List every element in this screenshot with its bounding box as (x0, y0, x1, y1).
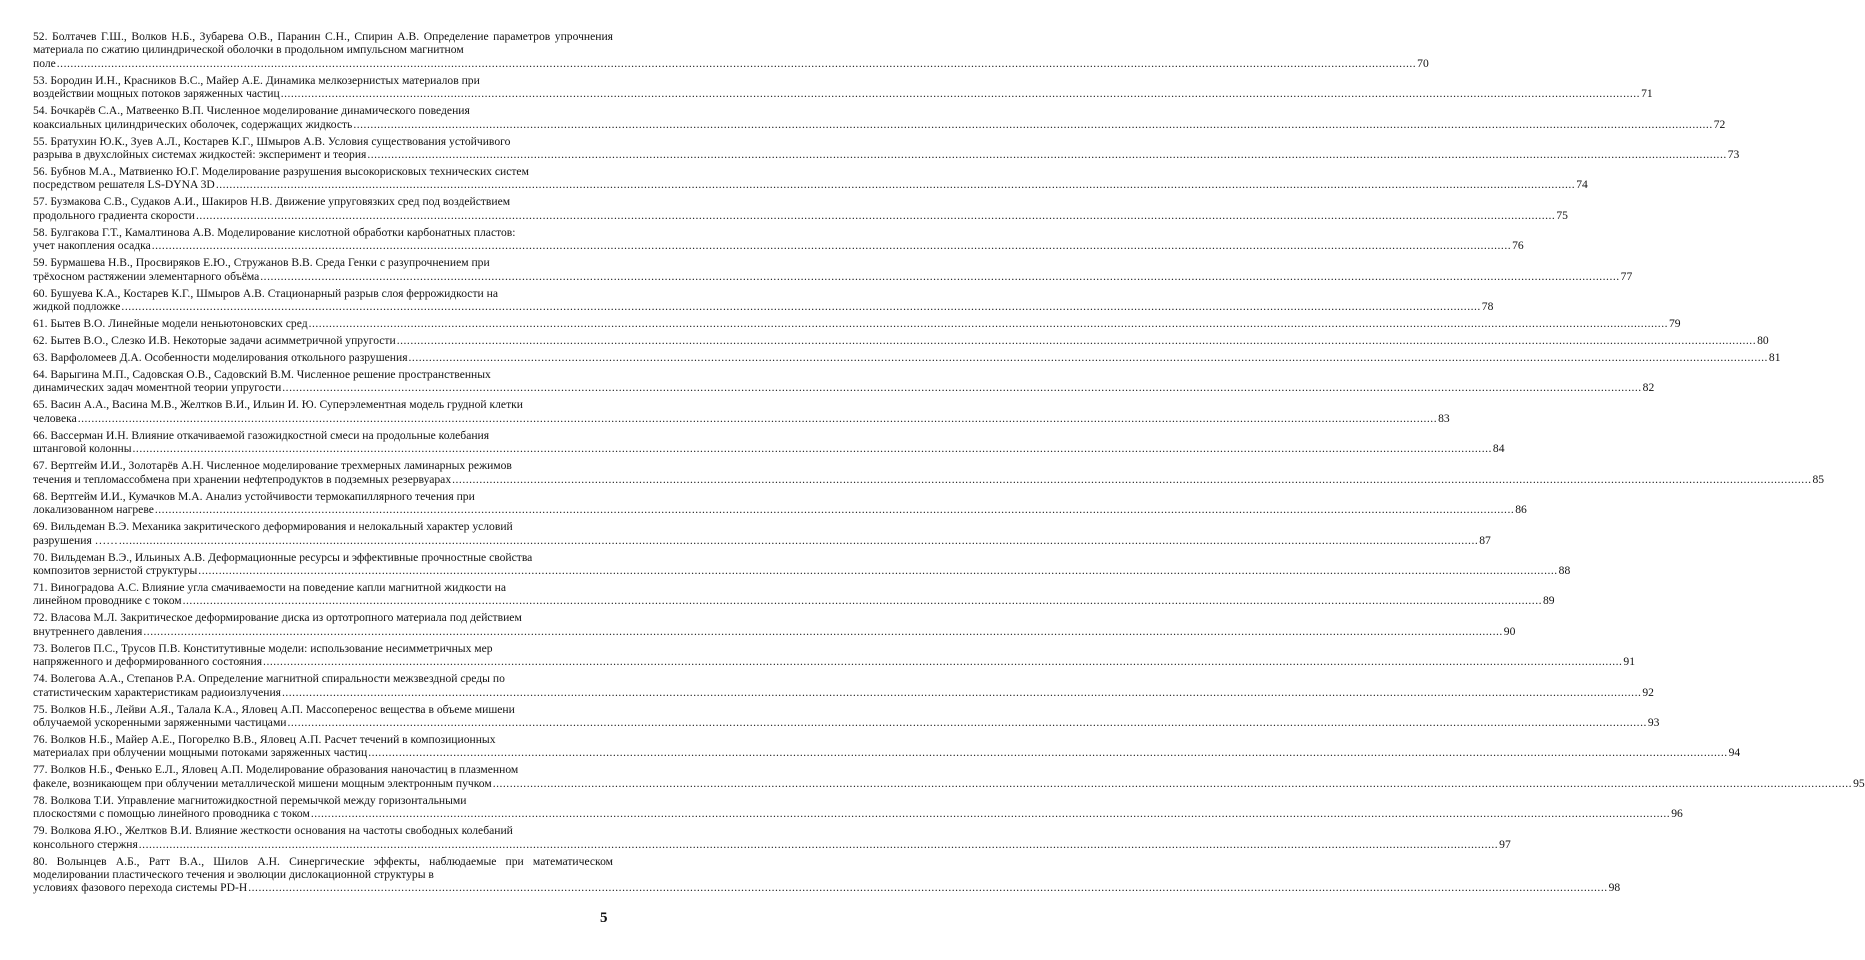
toc-entry (33, 351, 1781, 365)
toc-entry (33, 428, 1505, 456)
toc-entry-page: 98 (1608, 881, 1621, 895)
dot-leader: ................................................................................................................................................................................................................................................................................................................................................................................................................ (138, 837, 1499, 851)
toc-entry (33, 317, 1681, 331)
toc-entry-page: 94 (1728, 746, 1741, 760)
toc-entry (33, 256, 1633, 283)
toc-entry-tail: внутреннего давления (33, 624, 143, 638)
toc-entry-page: 85 (1812, 472, 1825, 486)
toc-entry-page: 91 (1623, 655, 1636, 669)
toc-entry (33, 763, 1865, 790)
toc-entry (33, 489, 1527, 517)
toc-entry (33, 368, 1655, 395)
toc-entry-text: 73. Волегов П.С., Трусов П.В. Конститутивные модели: использование несимметричных мер (33, 641, 493, 655)
toc-entry-text: 56. Бубнов М.А., Матвиенко Ю.Г. Моделирование разрушения высокорисковых технических систем (33, 165, 529, 179)
toc-entry (33, 286, 1494, 314)
dot-leader: ................................................................................................................................................................................................................................................................................................................................................................................................................ (195, 208, 1556, 222)
dot-leader: ................................................................................................................................................................................................................................................................................................................................................................................................................ (310, 807, 1671, 821)
toc-entry-leader-line (33, 381, 1655, 395)
toc-entry-leader-line (33, 685, 1654, 699)
toc-entry-page: 84 (1492, 442, 1505, 456)
toc-entry-tail: 62. Бытев В.О., Слезко И.В. Некоторые задачи асимметричной упругости (33, 334, 396, 348)
toc-entry-leader-line (33, 715, 1660, 729)
toc-entry-tail: плоскостями с помощью линейного проводника с током (33, 807, 310, 821)
toc-entry-page: 97 (1499, 837, 1511, 851)
toc-entry-leader-line (33, 239, 1524, 253)
toc-entry (33, 73, 1653, 101)
dot-leader: ................................................................................................................................................................................................................................................................................................................................................................................................................ (263, 655, 1623, 669)
toc-entry-leader-line (33, 269, 1633, 283)
toc-entry-text: 65. Васин А.А., Васина М.В., Желтков В.И., Ильин И. Ю. Суперэлементная модель грудной клетки (33, 398, 523, 412)
dot-leader: ................................................................................................................................................................................................................................................................................................................................................................................................................ (492, 776, 1853, 790)
dot-leader: ................................................................................................................................................................................................................................................................................................................................................................................................................ (353, 117, 1713, 131)
toc-entry-text: 53. Бородин И.Н., Красников В.С., Майер А.Е. Динамика мелкозернистых материалов при (33, 73, 480, 87)
toc-entry-text: 66. Вассерман И.Н. Влияние откачиваемой газожидкостной смеси на продольные колебания (33, 428, 490, 442)
table-of-contents (33, 30, 1865, 898)
toc-entry-tail: материалах при облучении мощными потоками заряженных частиц (33, 746, 368, 760)
toc-entry-page: 74 (1576, 178, 1588, 192)
toc-entry-page: 72 (1713, 117, 1726, 131)
toc-entry-page: 92 (1642, 685, 1654, 699)
toc-entry (33, 225, 1524, 253)
toc-entry-leader-line (33, 148, 1740, 162)
toc-entry-tail: поле (33, 56, 56, 70)
toc-entry (33, 702, 1660, 730)
toc-entry-page: 83 (1438, 411, 1450, 425)
toc-entry-tail: учет накопления осадка (33, 239, 151, 253)
toc-entry (33, 520, 1491, 547)
toc-entry-tail: облучаемой ускоренными заряженными частицами (33, 715, 287, 729)
toc-entry-text: 59. Бурмашева Н.В., Просвиряков Е.Ю., Стружанов В.В. Среда Генки с разупрочнением при (33, 256, 490, 270)
toc-entry-tail: динамических задач моментной теории упругости (33, 381, 282, 395)
toc-entry-tail: локализованном нагреве (33, 503, 154, 517)
toc-entry-page: 75 (1556, 208, 1568, 222)
toc-entry-leader-line (33, 351, 1781, 365)
dot-leader: ................................................................................................................................................................................................................................................................................................................................................................................................................ (118, 533, 1479, 547)
toc-entry (33, 334, 1769, 348)
dot-leader: ................................................................................................................................................................................................................................................................................................................................................................................................................ (452, 472, 1812, 486)
toc-entry-page: 77 (1620, 269, 1633, 283)
dot-leader: ................................................................................................................................................................................................................................................................................................................................................................................................................ (308, 317, 1668, 331)
toc-entry-page: 96 (1671, 807, 1683, 821)
toc-entry-text: 71. Виноградова А.С. Влияние угла смачиваемости на поведение капли магнитной жидкости на (33, 580, 506, 594)
toc-entry-leader-line (33, 837, 1511, 851)
toc-entry-leader-line (33, 776, 1865, 790)
toc-entry-leader-line (33, 334, 1769, 348)
dot-leader: ................................................................................................................................................................................................................................................................................................................................................................................................................ (143, 624, 1503, 638)
toc-entry (33, 398, 1450, 425)
toc-entry-text: 64. Варыгина М.П., Садовская О.В., Садовский В.М. Численное решение пространственных (33, 368, 491, 382)
toc-entry (33, 134, 1740, 162)
dot-leader: ................................................................................................................................................................................................................................................................................................................................................................................................................ (77, 411, 1438, 425)
toc-entry-leader-line (33, 87, 1653, 101)
toc-entry-leader-line (33, 117, 1726, 131)
toc-entry-tail: статистическим характеристикам радиоизлучения (33, 685, 281, 699)
dot-leader: ................................................................................................................................................................................................................................................................................................................................................................................................................ (287, 715, 1647, 729)
toc-entry-text: 58. Булгакова Г.Т., Камалтинова А.В. Моделирование кислотной обработки карбонатных пластов: (33, 225, 516, 239)
toc-entry-leader-line (33, 317, 1681, 331)
toc-entry (33, 824, 1511, 851)
dot-leader: ................................................................................................................................................................................................................................................................................................................................................................................................................ (248, 881, 1608, 895)
toc-entry-tail: факеле, возникающем при облучении металлической мишени мощным электронным пучком (33, 776, 492, 790)
toc-entry-page: 70 (1417, 56, 1429, 70)
page-number: 5 (600, 910, 608, 926)
toc-entry-leader-line (33, 655, 1636, 669)
toc-entry-tail: разрыва в двухслойных системах жидкостей: эксперимент и теория (33, 148, 367, 162)
toc-entry-tail: продольного градиента скорости (33, 208, 195, 222)
toc-entry-text: 80. Волынцев А.Б., Ратт В.А., Шилов А.Н. Синергические эффекты, наблюдаемые при математическом моделировании пластического течения и эволюции дислокационной структуры в (33, 854, 613, 881)
toc-entry-page: 71 (1641, 87, 1653, 101)
toc-entry-tail: коаксиальных цилиндрических оболочек, содержащих жидкость (33, 117, 353, 131)
toc-entry-page: 79 (1668, 317, 1681, 331)
dot-leader: ................................................................................................................................................................................................................................................................................................................................................................................................................ (367, 148, 1727, 162)
toc-entry (33, 104, 1726, 131)
toc-entry-page: 88 (1558, 563, 1571, 577)
toc-entry-leader-line (33, 624, 1516, 638)
dot-leader: ................................................................................................................................................................................................................................................................................................................................................................................................................ (215, 178, 1576, 192)
toc-entry-page: 76 (1512, 239, 1524, 253)
toc-entry (33, 165, 1588, 192)
dot-leader: ................................................................................................................................................................................................................................................................................................................................................................................................................ (132, 442, 1492, 456)
toc-entry-tail: композитов зернистой структуры (33, 563, 198, 577)
dot-leader: ................................................................................................................................................................................................................................................................................................................................................................................................................ (121, 300, 1481, 314)
toc-entry-text: 68. Вертгейм И.И., Кумачков М.А. Анализ устойчивости термокапиллярного течения при (33, 489, 475, 503)
dot-leader: ................................................................................................................................................................................................................................................................................................................................................................................................................ (396, 334, 1757, 348)
toc-entry-text: 67. Вертгейм И.И., Золотарёв А.Н. Численное моделирование трехмерных ламинарных режимов (33, 459, 512, 473)
toc-entry-tail: штанговой колонны (33, 442, 132, 456)
toc-entry-text: 75. Волков Н.Б., Лейви А.Я., Талала К.А., Яловец А.П. Массоперенос вещества в объеме мишени (33, 702, 515, 716)
toc-entry-tail: напряженного и деформированного состояния (33, 655, 263, 669)
toc-entry-page: 89 (1543, 594, 1555, 608)
dot-leader: ................................................................................................................................................................................................................................................................................................................................................................................................................ (280, 87, 1641, 101)
toc-entry-page: 80 (1757, 334, 1769, 348)
dot-leader: ................................................................................................................................................................................................................................................................................................................................................................................................................ (260, 269, 1620, 283)
toc-entry-tail: условиях фазового перехода системы PD-H (33, 881, 248, 895)
toc-entry-text: 54. Бочкарёв С.А., Матвеенко В.П. Численное моделирование динамического поведения (33, 104, 470, 118)
toc-entry-text: 76. Волков Н.Б., Майер А.Е., Погорелко В.В., Яловец А.П. Расчет течений в композиционных (33, 732, 496, 746)
toc-entry-tail: течения и тепломассобмена при хранении нефтепродуктов в подземных резервуарах (33, 472, 452, 486)
toc-entry (33, 732, 1741, 760)
toc-entry (33, 580, 1555, 608)
toc-entry-leader-line (33, 807, 1683, 821)
toc-entry-tail: человека (33, 411, 77, 425)
dot-leader: ................................................................................................................................................................................................................................................................................................................................................................................................................ (154, 503, 1515, 517)
toc-entry-page: 95 (1853, 776, 1865, 790)
toc-entry-tail: линейном проводнике с током (33, 594, 182, 608)
toc-entry-leader-line (33, 178, 1588, 192)
toc-entry-page: 86 (1515, 503, 1527, 517)
toc-entry-text: 78. Волкова Т.И. Управление магнитожидкостной перемычкой между горизонтальными (33, 793, 467, 807)
toc-entry-tail: 61. Бытев В.О. Линейные модели неньютоновских сред (33, 317, 308, 331)
toc-entry-leader-line (33, 442, 1505, 456)
toc-entry-page: 82 (1642, 381, 1655, 395)
toc-entry-leader-line (33, 881, 1621, 895)
toc-entry-page: 87 (1479, 533, 1491, 547)
toc-entry-tail: посредством решателя LS-DYNA 3D (33, 178, 215, 192)
toc-entry (33, 641, 1636, 669)
dot-leader: ................................................................................................................................................................................................................................................................................................................................................................................................................ (368, 746, 1728, 760)
toc-entry-leader-line (33, 472, 1825, 486)
toc-entry-text: 60. Бушуева К.А., Костарев К.Г., Шмыров А.В. Стационарный разрыв слоя феррожидкости на (33, 286, 498, 300)
toc-entry-leader-line (33, 746, 1741, 760)
toc-entry-tail: жидкой подложке (33, 300, 121, 314)
dot-leader: ................................................................................................................................................................................................................................................................................................................................................................................................................ (56, 56, 1417, 70)
toc-entry (33, 459, 1825, 486)
toc-entry-text: 72. Власова М.Л. Закритическое деформирование диска из ортотропного материала под действием (33, 611, 522, 625)
dot-leader: ................................................................................................................................................................................................................................................................................................................................................................................................................ (408, 351, 1768, 365)
dot-leader: ................................................................................................................................................................................................................................................................................................................................................................................................................ (281, 685, 1642, 699)
toc-entry-leader-line (33, 208, 1568, 222)
toc-entry (33, 672, 1654, 699)
toc-entry-leader-line (33, 300, 1494, 314)
dot-leader: ................................................................................................................................................................................................................................................................................................................................................................................................................ (198, 563, 1558, 577)
dot-leader: ................................................................................................................................................................................................................................................................................................................................................................................................................ (151, 239, 1512, 253)
toc-entry-text: 57. Бузмакова С.В., Судаков А.И., Шакиров Н.В. Движение упруговязких сред под воздействием (33, 195, 511, 209)
toc-entry-text: 52. Болтачев Г.Ш., Волков Н.Б., Зубарева О.В., Паранин С.Н., Спирин А.В. Определение параметров упрочнения материала по сжатию цилиндрической оболочки в продольном импульсном магнитном (33, 30, 613, 57)
dot-leader: ................................................................................................................................................................................................................................................................................................................................................................................................................ (182, 594, 1542, 608)
toc-entry-page: 73 (1727, 148, 1740, 162)
toc-entry-page: 81 (1768, 351, 1781, 365)
toc-entry-text: 74. Волегова А.А., Степанов Р.А. Определение магнитной спиральности межзвездной среды по (33, 672, 505, 686)
dot-leader: ................................................................................................................................................................................................................................................................................................................................................................................................................ (282, 381, 1642, 395)
toc-entry-leader-line (33, 594, 1555, 608)
toc-entry-text: 69. Вильдеман В.Э. Механика закритического деформирования и нелокальный характер условий (33, 520, 513, 534)
toc-entry-page: 78 (1481, 300, 1494, 314)
toc-entry-text: 77. Волков Н.Б., Фенько Е.Л., Яловец А.П. Моделирование образования наночастиц в плазменном (33, 763, 519, 777)
toc-entry-text: 79. Волкова Я.Ю., Желтков В.И. Влияние жесткости основания на частоты свободных колебаний (33, 824, 513, 838)
toc-entry-leader-line (33, 411, 1450, 425)
toc-entry (33, 793, 1683, 821)
toc-entry-tail: консольного стержня (33, 837, 138, 851)
toc-entry (33, 550, 1571, 578)
toc-entry (33, 611, 1516, 638)
toc-entry-tail: 63. Варфоломеев Д.А. Особенности моделирования откольного разрушения (33, 351, 408, 365)
toc-entry-tail: разрушения …… (33, 533, 118, 547)
toc-entry (33, 30, 1429, 70)
toc-entry-leader-line (33, 533, 1491, 547)
toc-entry-tail: трёхосном растяжении элементарного объёма (33, 269, 260, 283)
toc-entry-leader-line (33, 56, 1429, 70)
toc-entry-text: 70. Вильдеман В.Э., Ильиных А.В. Деформационные ресурсы и эффективные прочностные свойства (33, 550, 533, 564)
toc-entry (33, 854, 1621, 895)
toc-entry (33, 195, 1568, 222)
toc-entry-page: 90 (1503, 624, 1516, 638)
toc-entry-text: 55. Братухин Ю.К., Зуев А.Л., Костарев К.Г., Шмыров А.В. Условия существования устойчивого (33, 134, 511, 148)
toc-entry-leader-line (33, 503, 1527, 517)
toc-entry-tail: воздействии мощных потоков заряженных частиц (33, 87, 280, 101)
toc-entry-leader-line (33, 563, 1571, 577)
toc-entry-page: 93 (1647, 715, 1660, 729)
